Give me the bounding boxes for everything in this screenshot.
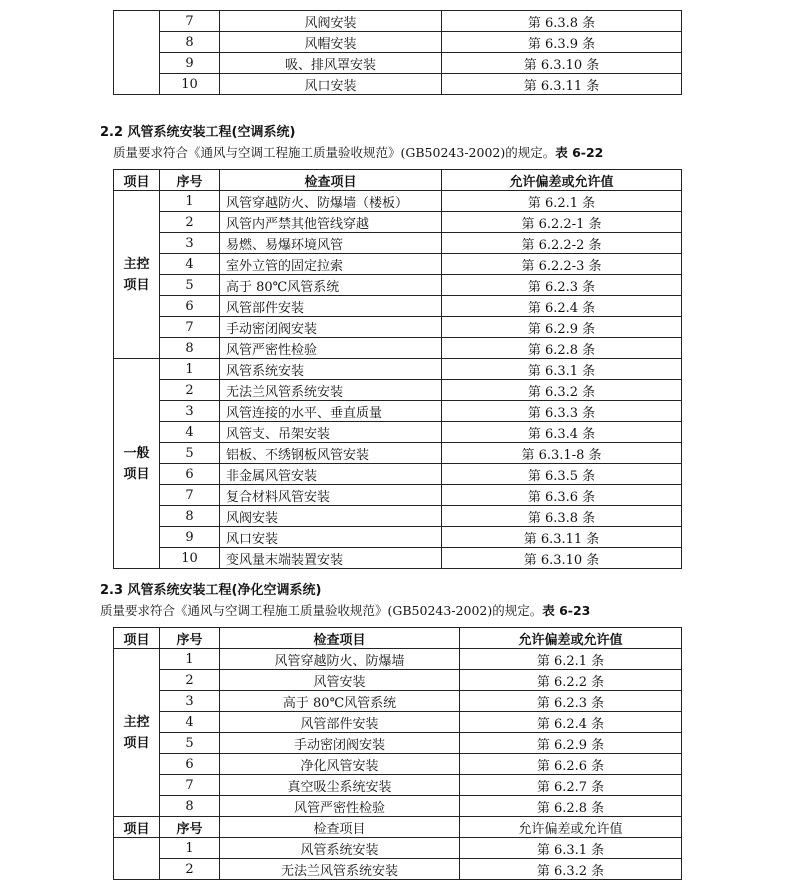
row-number: 3 xyxy=(160,233,220,254)
allowed-value: 第 6.3.4 条 xyxy=(442,422,682,443)
row-number: 4 xyxy=(160,254,220,275)
row-number: 10 xyxy=(160,74,220,95)
header-number: 序号 xyxy=(160,817,220,838)
table-header-row xyxy=(114,628,682,649)
category-main-control: 主控 项目 xyxy=(114,649,160,817)
allowed-value: 第 6.2.3 条 xyxy=(460,691,682,712)
row-number: 4 xyxy=(160,712,220,733)
row-number: 8 xyxy=(160,506,220,527)
allowed-value: 第 6.3.10 条 xyxy=(442,548,682,569)
header-number: 序号 xyxy=(160,170,220,191)
row-number: 1 xyxy=(160,649,220,670)
table-row xyxy=(114,649,682,670)
header-number: 序号 xyxy=(160,628,220,649)
check-item: 风管部件安装 xyxy=(220,296,442,317)
check-item: 风管连接的水平、垂直质量 xyxy=(220,401,442,422)
allowed-value: 第 6.2.9 条 xyxy=(442,317,682,338)
row-number: 1 xyxy=(160,838,220,859)
check-item: 高于 80℃风管系统 xyxy=(220,275,442,296)
row-number: 6 xyxy=(160,464,220,485)
allowed-value: 第 6.2.1 条 xyxy=(442,191,682,212)
allowed-value: 第 6.3.8 条 xyxy=(442,11,682,32)
check-item: 风管穿越防火、防爆墙 xyxy=(220,649,460,670)
allowed-value: 第 6.3.10 条 xyxy=(442,53,682,74)
table-row xyxy=(114,506,682,527)
table-row xyxy=(114,796,682,817)
row-number: 8 xyxy=(160,32,220,53)
allowed-value: 第 6.3.5 条 xyxy=(442,464,682,485)
row-number: 4 xyxy=(160,422,220,443)
table-row xyxy=(114,548,682,569)
header-check-item: 检查项目 xyxy=(220,817,460,838)
table-row xyxy=(114,859,682,880)
check-item: 手动密闭阀安装 xyxy=(220,317,442,338)
allowed-value: 第 6.2.8 条 xyxy=(442,338,682,359)
row-number: 3 xyxy=(160,401,220,422)
row-number: 3 xyxy=(160,691,220,712)
section-2-3-paragraph xyxy=(100,601,590,619)
row-number: 6 xyxy=(160,754,220,775)
allowed-value: 第 6.3.11 条 xyxy=(442,527,682,548)
header-allowed-value: 允许偏差或允许值 xyxy=(460,817,682,838)
row-number: 8 xyxy=(160,338,220,359)
table-row xyxy=(114,359,682,380)
check-item: 风阀安装 xyxy=(220,506,442,527)
allowed-value: 第 6.2.6 条 xyxy=(460,754,682,775)
table-row xyxy=(114,775,682,796)
row-number: 7 xyxy=(160,11,220,32)
check-item: 风管严密性检验 xyxy=(220,796,460,817)
row-number: 1 xyxy=(160,191,220,212)
row-number: 9 xyxy=(160,527,220,548)
category-cell-cut-off xyxy=(114,838,160,880)
table-row xyxy=(114,527,682,548)
allowed-value: 第 6.2.2-2 条 xyxy=(442,233,682,254)
header-category: 项目 xyxy=(114,628,160,649)
para-text: 质量要求符合《通风与空调工程施工质量验收规范》(GB50243-2002)的规定。 xyxy=(100,603,543,618)
table-row xyxy=(114,670,682,691)
table-row xyxy=(114,443,682,464)
check-item: 无法兰风管系统安装 xyxy=(220,859,460,880)
table-row xyxy=(114,191,682,212)
allowed-value: 第 6.2.1 条 xyxy=(460,649,682,670)
category-general: 一般 项目 xyxy=(114,359,160,569)
check-item: 变风量末端装置安装 xyxy=(220,548,442,569)
check-item: 非金属风管安装 xyxy=(220,464,442,485)
allowed-value: 第 6.3.2 条 xyxy=(442,380,682,401)
check-item: 风管穿越防火、防爆墙（楼板） xyxy=(220,191,442,212)
check-item: 风管支、吊架安装 xyxy=(220,422,442,443)
header-allowed-value: 允许偏差或允许值 xyxy=(460,628,682,649)
check-item: 风管安装 xyxy=(220,670,460,691)
table-row xyxy=(114,338,682,359)
allowed-value: 第 6.3.11 条 xyxy=(442,74,682,95)
table-row xyxy=(114,485,682,506)
row-number: 2 xyxy=(160,380,220,401)
allowed-value: 第 6.2.8 条 xyxy=(460,796,682,817)
header-check-item: 检查项目 xyxy=(220,170,442,191)
table-6-23 xyxy=(113,627,682,880)
table-row xyxy=(114,74,682,95)
allowed-value: 第 6.2.4 条 xyxy=(460,712,682,733)
check-item: 风帽安装 xyxy=(220,32,442,53)
allowed-value: 第 6.2.2-3 条 xyxy=(442,254,682,275)
allowed-value: 第 6.2.3 条 xyxy=(442,275,682,296)
row-number: 10 xyxy=(160,548,220,569)
allowed-value: 第 6.2.7 条 xyxy=(460,775,682,796)
table-reference: 表 6-23 xyxy=(542,603,591,618)
allowed-value: 第 6.3.1-8 条 xyxy=(442,443,682,464)
table-row xyxy=(114,838,682,859)
table-row xyxy=(114,317,682,338)
table-row xyxy=(114,380,682,401)
header-category: 项目 xyxy=(114,170,160,191)
allowed-value: 第 6.3.3 条 xyxy=(442,401,682,422)
check-item: 风管内严禁其他管线穿越 xyxy=(220,212,442,233)
table-row xyxy=(114,212,682,233)
allowed-value: 第 6.3.1 条 xyxy=(460,838,682,859)
allowed-value: 第 6.3.9 条 xyxy=(442,32,682,53)
table-row xyxy=(114,275,682,296)
check-item: 风管系统安装 xyxy=(220,838,460,859)
allowed-value: 第 6.3.1 条 xyxy=(442,359,682,380)
row-number: 7 xyxy=(160,485,220,506)
check-item: 风口安装 xyxy=(220,527,442,548)
table-row xyxy=(114,401,682,422)
top-continuation-table xyxy=(113,10,682,95)
table-row xyxy=(114,53,682,74)
check-item: 吸、排风罩安装 xyxy=(220,53,442,74)
section-2-2-paragraph xyxy=(113,143,603,161)
row-number: 7 xyxy=(160,317,220,338)
table-row xyxy=(114,296,682,317)
table-row xyxy=(114,712,682,733)
header-category: 项目 xyxy=(114,817,160,838)
row-number: 5 xyxy=(160,443,220,464)
check-item: 复合材料风管安装 xyxy=(220,485,442,506)
table-row xyxy=(114,733,682,754)
check-item: 真空吸尘系统安装 xyxy=(220,775,460,796)
table-reference: 表 6-22 xyxy=(555,145,604,160)
table-row xyxy=(114,754,682,775)
allowed-value: 第 6.3.8 条 xyxy=(442,506,682,527)
row-number: 6 xyxy=(160,296,220,317)
check-item: 风管系统安装 xyxy=(220,359,442,380)
header-check-item: 检查项目 xyxy=(220,628,460,649)
row-number: 2 xyxy=(160,212,220,233)
check-item: 易燃、易爆环境风管 xyxy=(220,233,442,254)
category-cell-empty xyxy=(114,11,160,95)
row-number: 5 xyxy=(160,733,220,754)
table-row xyxy=(114,254,682,275)
header-allowed-value: 允许偏差或允许值 xyxy=(442,170,682,191)
row-number: 8 xyxy=(160,796,220,817)
check-item: 无法兰风管系统安装 xyxy=(220,380,442,401)
section-2-3-heading: 2.3 风管系统安装工程(净化空调系统) xyxy=(100,583,322,598)
row-number: 2 xyxy=(160,670,220,691)
check-item: 净化风管安装 xyxy=(220,754,460,775)
table-row xyxy=(114,233,682,254)
row-number: 2 xyxy=(160,859,220,880)
row-number: 1 xyxy=(160,359,220,380)
table-row xyxy=(114,11,682,32)
para-text: 质量要求符合《通风与空调工程施工质量验收规范》(GB50243-2002)的规定。 xyxy=(113,145,556,160)
check-item: 手动密闭阀安装 xyxy=(220,733,460,754)
allowed-value: 第 6.2.9 条 xyxy=(460,733,682,754)
row-number: 5 xyxy=(160,275,220,296)
check-item: 铝板、不绣钢板风管安装 xyxy=(220,443,442,464)
table-subheader-row xyxy=(114,817,682,838)
row-number: 7 xyxy=(160,775,220,796)
table-row xyxy=(114,464,682,485)
section-2-2-heading: 2.2 风管系统安装工程(空调系统) xyxy=(100,125,296,140)
check-item: 风阀安装 xyxy=(220,11,442,32)
table-row xyxy=(114,32,682,53)
category-main-control: 主控 项目 xyxy=(114,191,160,359)
table-row xyxy=(114,691,682,712)
allowed-value: 第 6.3.2 条 xyxy=(460,859,682,880)
check-item: 风管部件安装 xyxy=(220,712,460,733)
check-item: 风管严密性检验 xyxy=(220,338,442,359)
allowed-value: 第 6.2.2-1 条 xyxy=(442,212,682,233)
table-row xyxy=(114,422,682,443)
check-item: 高于 80℃风管系统 xyxy=(220,691,460,712)
check-item: 风口安装 xyxy=(220,74,442,95)
check-item: 室外立管的固定拉索 xyxy=(220,254,442,275)
allowed-value: 第 6.2.2 条 xyxy=(460,670,682,691)
allowed-value: 第 6.2.4 条 xyxy=(442,296,682,317)
row-number: 9 xyxy=(160,53,220,74)
allowed-value: 第 6.3.6 条 xyxy=(442,485,682,506)
table-6-22 xyxy=(113,169,682,569)
table-header-row xyxy=(114,170,682,191)
